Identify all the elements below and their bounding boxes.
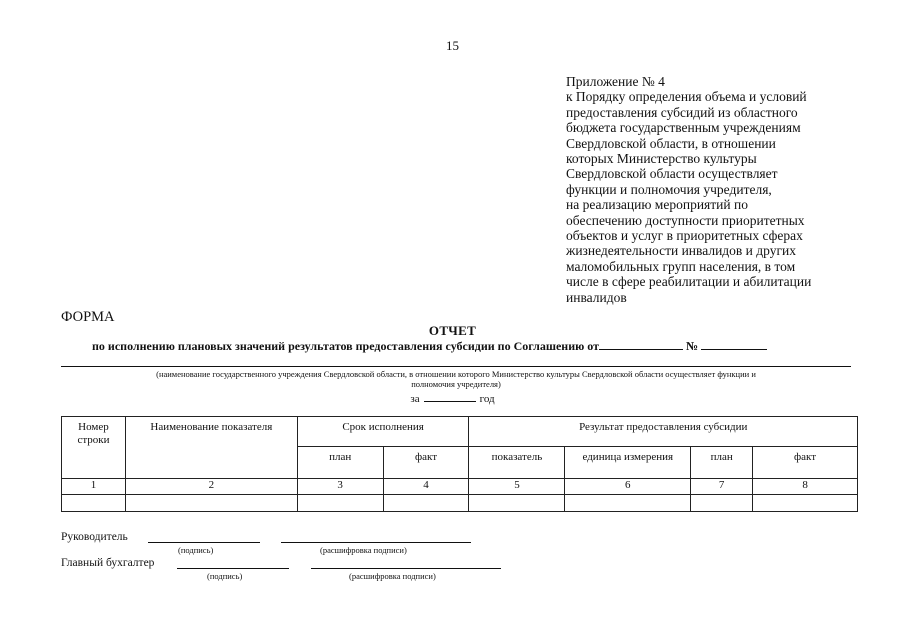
head-label: Руководитель — [61, 531, 128, 543]
report-subtitle — [92, 338, 767, 354]
subheader-result-fact: факт — [753, 447, 858, 479]
header-deadline: Срок исполнения — [297, 417, 469, 447]
head-decoding-caption: (расшифровка подписи) — [320, 545, 407, 555]
subheader-result-plan: план — [691, 447, 753, 479]
forma-label: ФОРМА — [61, 309, 115, 325]
table-cell[interactable] — [691, 495, 753, 512]
column-number: 8 — [753, 479, 858, 495]
column-number: 6 — [565, 479, 691, 495]
period-year-field[interactable] — [424, 391, 476, 402]
subheader-unit: единица измерения — [565, 447, 691, 479]
subheader-plan: план — [297, 447, 383, 479]
institution-caption — [61, 369, 851, 389]
appendix-line: жизнедеятельности инвалидов и других — [566, 243, 796, 259]
head-decoding-line[interactable] — [281, 542, 471, 543]
column-number: 5 — [469, 479, 565, 495]
number-sign: № — [686, 339, 699, 353]
accountant-decoding-line[interactable] — [311, 568, 501, 569]
column-number: 1 — [62, 479, 126, 495]
page-number: 15 — [446, 38, 459, 53]
column-number: 2 — [125, 479, 297, 495]
accountant-signature-caption: (подпись) — [207, 571, 243, 581]
head-signature-caption: (подпись) — [178, 545, 214, 555]
appendix-line: объектов и услуг в приоритетных сферах — [566, 228, 803, 244]
report-table — [61, 416, 858, 512]
institution-caption-line: (наименование государственного учреждения Свердловской области, в отношении которого Министерство культуры Свердловской области осуществляет функции и — [156, 369, 756, 379]
agreement-number-field[interactable] — [701, 338, 767, 350]
table-cell[interactable] — [297, 495, 383, 512]
report-title: ОТЧЕТ — [428, 323, 477, 338]
table-row-column-numbers — [62, 479, 858, 495]
report-subtitle-text: по исполнению плановых значений результатов предоставления субсидии по Соглашению от — [92, 339, 600, 353]
appendix-line: числе в сфере реабилитации и абилитации — [566, 274, 812, 290]
institution-name-line[interactable] — [61, 366, 851, 367]
period-prefix: за — [410, 393, 420, 405]
table-cell[interactable] — [469, 495, 565, 512]
appendix-line: функции и полномочия учредителя, — [566, 181, 772, 197]
table-cell[interactable] — [125, 495, 297, 512]
appendix-block — [566, 74, 866, 305]
appendix-line: Свердловской области, в отношении — [566, 135, 776, 151]
subheader-fact: факт — [383, 447, 469, 479]
header-result: Результат предоставления субсидии — [469, 417, 858, 447]
table-cell[interactable] — [565, 495, 691, 512]
appendix-line: к Порядку определения объема и условий — [566, 89, 807, 105]
table-cell[interactable] — [383, 495, 469, 512]
appendix-title: Приложение № 4 — [566, 74, 665, 89]
table-row — [62, 495, 858, 512]
table-cell[interactable] — [753, 495, 858, 512]
appendix-line: Свердловской области осуществляет — [566, 166, 778, 182]
chief-accountant-label: Главный бухгалтер — [61, 557, 155, 569]
appendix-line: обеспечению доступности приоритетных — [566, 212, 805, 228]
appendix-line: которых Министерство культуры — [566, 151, 757, 167]
report-period — [0, 391, 905, 405]
column-number: 3 — [297, 479, 383, 495]
subheader-indicator: показатель — [469, 447, 565, 479]
institution-caption-line: полномочия учредителя) — [411, 379, 501, 389]
appendix-line: бюджета государственным учреждениям — [566, 120, 801, 136]
column-number: 4 — [383, 479, 469, 495]
accountant-signature-line[interactable] — [177, 568, 289, 569]
column-number: 7 — [691, 479, 753, 495]
head-signature-line[interactable] — [148, 542, 260, 543]
header-row-number: Номер строки — [62, 417, 126, 479]
table-cell[interactable] — [62, 495, 126, 512]
appendix-line: инвалидов — [566, 289, 627, 305]
appendix-line: на реализацию мероприятий по — [566, 197, 748, 213]
appendix-line: маломобильных групп населения, в том — [566, 258, 796, 274]
accountant-decoding-caption: (расшифровка подписи) — [349, 571, 436, 581]
agreement-date-field[interactable] — [599, 338, 683, 350]
appendix-line: предоставления субсидий из областного — [566, 104, 798, 120]
period-suffix: год — [479, 393, 495, 405]
header-indicator-name: Наименование показателя — [125, 417, 297, 479]
